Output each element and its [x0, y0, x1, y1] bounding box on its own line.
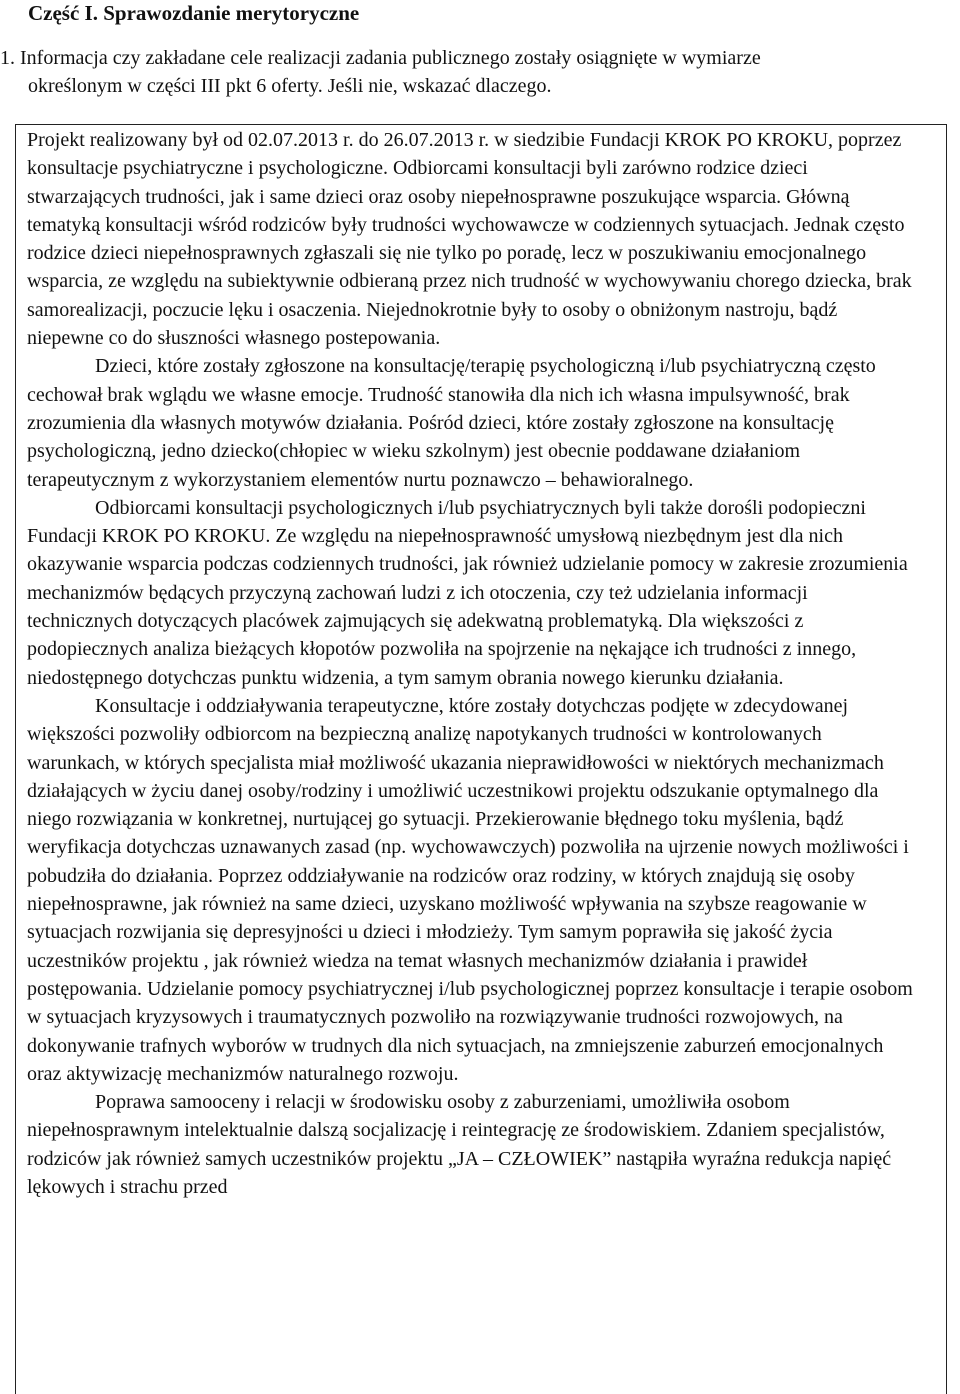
question-line-1: 1. Informacja czy zakładane cele realizacji zadania publicznego zostały osiągnięte w wymiarze: [0, 47, 761, 69]
paragraph: Poprawa samooceny i relacji w środowisku osoby z zaburzeniami, umożliwiła osobom niepełnosprawnym intelektualnie dalszą socjalizację i reintegrację ze środowiskiem. Zdaniem specjalistów, rodziców jak również samych uczestników projektu „JA – CZŁOWIEK” nastąpiła wyraźna redukcja napięć lękowych i strachu przed: [27, 1091, 892, 1198]
paragraph: Odbiorcami konsultacji psychologicznych i/lub psychiatrycznych byli także dorośli podopieczni Fundacji KROK PO KROKU. Ze względu na niepełnosprawność umysłową niezbędnym jest dla nich okazywanie wsparcia podczas codziennych trudności, jak również udzielanie pomocy w zakresie zrozumienia mechanizmów będących przyczyną zachowań ludzi z ich otoczenia, czy też udzielania informacji technicznych dotyczących placówek zajmujących się adekwatną problematyką. Dla większości z podopiecznych analiza bieżących kłopotów pozwoliła na spojrzenie na nękające ich trudności z innego, niedostępnego dotychczas punktu widzenia, a tym samym obrania nowego kierunku działania.: [27, 496, 908, 689]
paragraph: Dzieci, które zostały zgłoszone na konsultację/terapię psychologiczną i/lub psychiatryczną często cechował brak wglądu we własne emocje. Trudność stanowiła dla nich ich własna impulsywność, brak zrozumienia dla własnych motywów działania. Pośród dzieci, które zostały zgłoszone na konsultację psychologiczną, jedno dziecko(chłopiec w wieku szkolnym) jest obecnie poddawane działaniom terapeutycznym z wykorzystaniem elementów nurtu poznawczo – behawioralnego.: [27, 355, 876, 491]
section-heading: Część I. Sprawozdanie merytoryczne: [28, 1, 360, 25]
answer-text: [27, 126, 915, 1201]
question-block: [0, 44, 940, 100]
question-line-2: określonym w części III pkt 6 oferty. Jeśli nie, wskazać dlaczego.: [28, 75, 552, 97]
paragraph: Projekt realizowany był od 02.07.2013 r. do 26.07.2013 r. w siedzibie Fundacji KROK PO KROKU, poprzez konsultacje psychiatryczne i psychologiczne. Odbiorcami konsultacji byli zarówno rodzice dzieci stwarzających trudności, jak i same dzieci oraz osoby niepełnosprawne poszukujące wsparcia. Główną tematyką konsultacji wśród rodziców były trudności wychowawcze w codziennych sytuacjach. Jednak często rodzice dzieci niepełnosprawnych zgłaszali się nie tylko po poradę, lecz w poszukiwaniu emocjonalnego wsparcia, ze względu na subiektywnie odbieraną przez nich trudność w wychowywaniu chorego dziecka, brak samorealizacji, poczucie lęku i osaczenia. Niejednokrotnie były to osoby o obniżonym nastroju, bądź niepewne co do słuszności własnego postepowania.: [27, 129, 912, 350]
paragraph: Konsultacje i oddziaływania terapeutyczne, które zostały dotychczas podjęte w zdecydowanej większości pozwoliły odbiorcom na bezpieczną analizę napotykanych trudności w kontrolowanych warunkach, w których specjalista miał możliwość ukazania nieprawidłowości w niektórych mechanizmach działających w życiu danej osoby/rodziny i umożliwić uczestnikowi projektu odszukanie optymalnego dla niego rozwiązania w konkretnej, nurtującej go sytuacji. Przekierowanie błędnego toku myślenia, bądź weryfikacja dotychczas uznawanych zasad (np. wychowawczych) pozwoliła na ujrzenie nowych możliwości i pobudziła do działania. Poprzez oddziaływanie na rodziców oraz rodziny, w których znajdują się osoby niepełnosprawne, jak również na same dzieci, uzyskano możliwość wpływania na szybsze reagowanie w sytuacjach rozwijania się depresyjności u dzieci i młodzieży. Tym samym poprawiła się jakość życia uczestników projektu , jak również wiedza na temat własnych mechanizmów działania i prawideł postępowania. Udzielanie pomocy psychiatrycznej i/lub psychologicznej poprzez konsultacje i terapie osobom w sytuacjach kryzysowych i traumatycznych pozwoliło na rozwiązywanie trudności rozwojowych, na dokonywanie trafnych wyborów w trudnych dla nich sytuacjach, na zmniejszenie zaburzeń emocjonalnych oraz aktywizację mechanizmów naturalnego rozwoju.: [27, 694, 913, 1085]
